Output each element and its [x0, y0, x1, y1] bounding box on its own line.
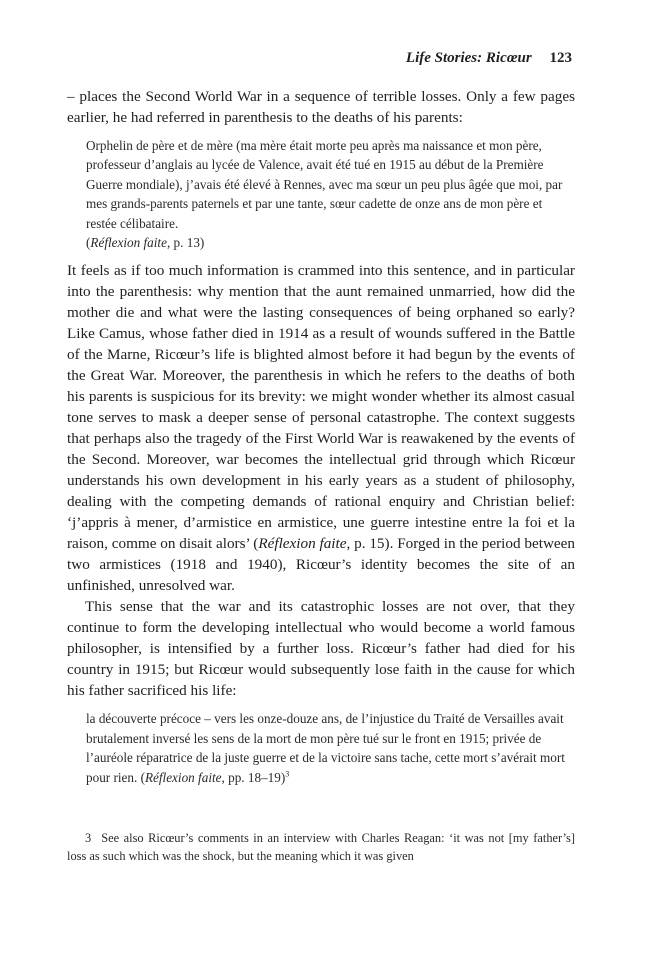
footnote-reference[interactable]: 3	[285, 769, 290, 779]
quote-2-cite-title: Réflexion faite	[144, 769, 222, 785]
paragraph-2-text-b: , p. 15). Forged in the period between two armistices (1918 and 1940), Ricœur’s identity becomes the site of an unfinished, unresolved war.	[67, 535, 576, 595]
footnote-text: See also Ricœur’s comments in an interview with Charles Reagan: ‘it was not [my father’s] loss as such which was the shock, but the meaning which it was given	[67, 831, 575, 863]
paragraph-2-text-a: It feels as if too much information is crammed into this sentence, and in particular into the parenthesis: why mention that the aunt remained unmarried, how did the mother die and what were the lasting consequences of being orphaned so early? Like Camus, whose father died in 1914 as a result of wounds suffered in the Battle of the Marne, Ricœur’s life is blighted almost before it had begun by the events of the Great War. Moreover, the parenthesis in which he refers to the deaths of both his parents is suspicious for its brevity: we might wonder whether its almost casual tone serves to mask a deeper sense of personal catastrophe. The context suggests that perhaps also the tragedy of the First World War is reawakened by the events of the Second. Moreover, war becomes the intellectual grid through which Ricœur understands his own development in his early years as a student of philosophy, dealing with the competing demands of rational enquiry and Christian belief: ‘j’appris à mener, d’armistice en armistice, une guerre intestine entre la foi et la raison, comme on disait alors’ (	[67, 262, 575, 553]
quote-2-text: la découverte précoce – vers les onze-douze ans, de l’injustice du Traité de Versailles avait brutalement inversé les sens de la mort de mon père tué sur le front en 1915; privée de l’auréole réparatrice de la juste guerre et de la victoire sans tache, cette mort s’avérait mort pour rien. (	[86, 711, 565, 785]
quote-1-cite-open: (	[86, 235, 91, 251]
footnote-number: 3	[85, 831, 92, 845]
quote-1-text: Orphelin de père et de mère (ma mère était morte peu après ma naissance et mon père, professeur d’anglais au lycée de Valence, avait été tué en 1915 au début de la Première Guerre mondiale), j’avais été élevé à Rennes, avec ma sœur un peu plus âgée que moi, par mes grands-parents paternels et par une tante, sœur cadette de onze ans de mon père et restée célibataire.	[86, 138, 563, 231]
quote-2-cite-rest: , pp. 18–19)	[221, 769, 286, 785]
paragraph-3: This sense that the war and its catastrophic losses are not over, that they continue to form the developing intellectual who would become a world famous philosopher, is intensified by a further loss. Ricœur’s father had died for his country in 1915; but Ricœur would subsequently lose faith in the cause for which his father sacrificed his life:	[67, 598, 575, 700]
page-number: 123	[549, 50, 572, 66]
paragraph-2	[67, 260, 575, 596]
running-header	[406, 50, 572, 67]
quote-1-cite-title: Réflexion faite	[90, 235, 167, 251]
paragraph-2-cite-title: Réflexion faite	[258, 535, 347, 553]
running-title: Life Stories: Ricœur	[405, 50, 532, 66]
paragraph-1: – places the Second World War in a sequence of terrible losses. Only a few pages earlier, he had referred in parenthesis to the deaths of his parents:	[67, 88, 575, 126]
quote-1-cite-rest: , p. 13)	[166, 235, 205, 251]
main-text	[67, 86, 575, 795]
block-quote-2	[86, 709, 575, 787]
footnote-3	[67, 829, 575, 865]
block-quote-1	[86, 136, 575, 252]
